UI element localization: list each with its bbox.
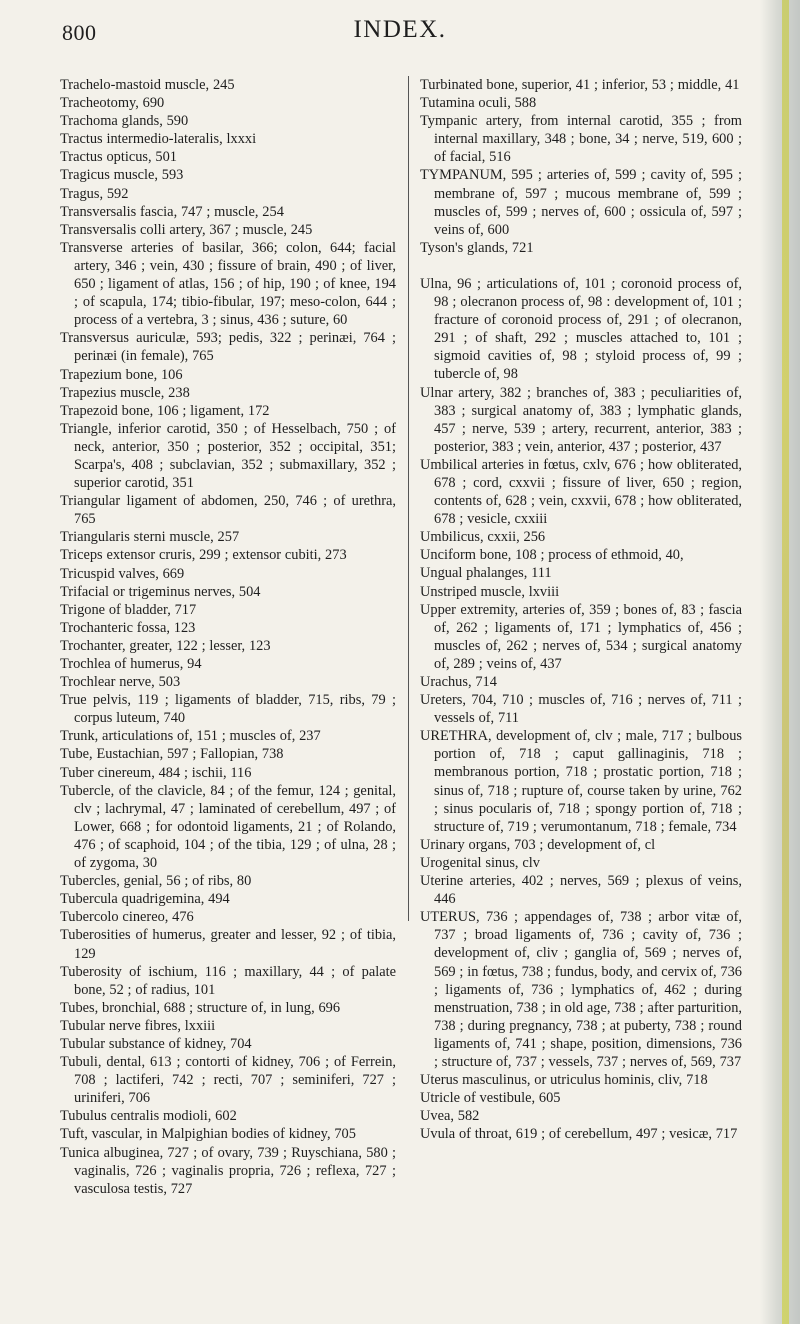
index-entry: Tympanic artery, from internal carotid, 355 ; from internal maxillary, 348 ; bone, 34 ; nerve, 519, 600 ; of facial, 516 bbox=[420, 113, 742, 166]
index-entry: Uterus masculinus, or utriculus hominis, cliv, 718 bbox=[420, 1072, 708, 1089]
index-entry: Ureters, 704, 710 ; muscles of, 716 ; nerves of, 711 ; vessels of, 711 bbox=[420, 692, 742, 727]
right-column bbox=[420, 76, 742, 1312]
index-entry: Trunk, articulations of, 151 ; muscles of, 237 bbox=[60, 728, 321, 745]
index-entry: Tuberosities of humerus, greater and lesser, 92 ; of tibia, 129 bbox=[60, 927, 396, 962]
index-entry: Ungual phalanges, 111 bbox=[420, 565, 552, 582]
index-entry: Uvula of throat, 619 ; of cerebellum, 497 ; vesicæ, 717 bbox=[420, 1126, 738, 1143]
index-entry: Tractus intermedio-lateralis, lxxxi bbox=[60, 131, 257, 148]
index-entry: Tuber cinereum, 484 ; ischii, 116 bbox=[60, 764, 252, 781]
index-entry: Ulna, 96 ; articulations of, 101 ; coronoid process of, 98 ; olecranon process of, 98 : development of, 101 ; fracture of coronoid process of, 291 ; of olecranon, 291 ; of shaft, 292 ; muscles attached to, 101 ; sigmoid cavities of, 98 ; styloid process of, 99 ; tubercle of, 98 bbox=[420, 275, 742, 383]
index-entry: Trachoma glands, 590 bbox=[60, 113, 189, 130]
index-entry: Tubercles, genial, 56 ; of ribs, 80 bbox=[60, 873, 252, 890]
index-entry: Turbinated bone, superior, 41 ; inferior, 53 ; middle, 41 bbox=[420, 77, 740, 93]
index-entry: Urachus, 714 bbox=[420, 674, 497, 690]
index-entry: Urogenital sinus, clv bbox=[420, 854, 540, 871]
index-entry: Transversus auriculæ, 593; pedis, 322 ; perinæi, 764 ; perinæi (in female), 765 bbox=[60, 330, 396, 365]
index-columns bbox=[60, 76, 740, 1312]
page-number: 800 bbox=[62, 20, 97, 45]
index-entry: Umbilicus, cxxii, 256 bbox=[420, 529, 546, 546]
index-entry: UTERUS, 736 ; appendages of, 738 ; arbor vitæ of, 737 ; broad ligaments of, 736 ; cavity of, 736 ; development of, cliv ; ganglia of, 569 ; nerves of, 569 ; in fœtus, 738 ; fundus, body, and cervix of, 736 ; ligaments of, 736 ; lymphatics of, 462 ; during menstruation, 738 ; in old age, 738 ; after parturition, 738 ; during pregnancy, 738 ; at puberty, 738 ; round ligaments of, 741 ; shape, position, dimensions, 736 ; structure of, 737 ; vessels, 737 ; nerves of, 569, 737 bbox=[420, 909, 742, 1070]
index-entry: Tubular nerve fibres, lxxiii bbox=[60, 1017, 216, 1034]
index-entry: Tricuspid valves, 669 bbox=[60, 565, 185, 582]
index-entry: Transversalis fascia, 747 ; muscle, 254 bbox=[60, 203, 284, 220]
index-entry: Tubular substance of kidney, 704 bbox=[60, 1035, 252, 1052]
index-entry: Tuberosity of ischium, 116 ; maxillary, 44 ; of palate bone, 52 ; of radius, 101 bbox=[60, 963, 396, 998]
column-divider bbox=[408, 76, 409, 921]
index-entry: Trapezius muscle, 238 bbox=[60, 384, 190, 401]
index-entry: Triangularis sterni muscle, 257 bbox=[60, 529, 240, 546]
index-entry: Tutamina oculi, 588 bbox=[420, 95, 537, 112]
index-entry: Urinary organs, 703 ; development of, cl bbox=[420, 836, 656, 853]
index-entry: Trochlea of humerus, 94 bbox=[60, 656, 202, 672]
index-entry: Trifacial or trigeminus nerves, 504 bbox=[60, 583, 261, 600]
index-entry: True pelvis, 119 ; ligaments of bladder, 715, ribs, 79 ; corpus luteum, 740 bbox=[60, 692, 396, 727]
index-entry: Tubercle, of the clavicle, 84 ; of the femur, 124 ; genital, clv ; lachrymal, 47 ; laminated of cerebellum, 497 ; of Lower, 668 ; for odontoid ligaments, 21 ; of Rolando, 476 ; of scaphoid, 104 ; of the tibia, 129 ; of ulna, 28 ; of zygoma, 30 bbox=[60, 782, 396, 872]
index-entry: Transversalis colli artery, 367 ; muscle, 245 bbox=[60, 221, 313, 238]
index-entry: Trochanteric fossa, 123 bbox=[60, 619, 196, 636]
index-entry: Trapezium bone, 106 bbox=[60, 366, 183, 383]
index-entry: Tuft, vascular, in Malpighian bodies of kidney, 705 bbox=[60, 1126, 356, 1143]
index-entry: Trochlear nerve, 503 bbox=[60, 674, 181, 691]
index-entry: Trapezoid bone, 106 ; ligament, 172 bbox=[60, 402, 270, 419]
index-entry: URETHRA, development of, clv ; male, 717 ; bulbous portion of, 718 ; caput gallinaginis, 718 ; membranous portion, 718 ; prostatic portion, 718 ; sinus of, 718 ; rupture of, course taken by urine, 762 ; sinus pocularis of, 718 ; spongy portion of, 718 ; structure of, 719 ; verumontanum, 718 ; female, 734 bbox=[420, 728, 742, 835]
running-head: INDEX. bbox=[353, 16, 447, 43]
index-entry: Tubuli, dental, 613 ; contorti of kidney, 706 ; of Ferrein, 708 ; lactiferi, 742 ; recti, 707 ; seminiferi, 727 ; uriniferi, 706 bbox=[60, 1054, 396, 1107]
index-entry: Tragicus muscle, 593 bbox=[60, 167, 184, 184]
index-entry: Ulnar artery, 382 ; branches of, 383 ; peculiarities of, 383 ; surgical anatomy of, 383 ; lymphatic glands, 457 ; nerve, 539 ; artery, recurrent, anterior, 383 ; posterior, 383 ; vein, anterior, 437 ; posterior, 437 bbox=[420, 384, 742, 455]
left-column bbox=[60, 76, 396, 1312]
index-entry: Tubercula quadrigemina, 494 bbox=[60, 891, 230, 908]
index-entry: Tubercolo cinereo, 476 bbox=[60, 909, 194, 926]
index-entry: Tractus opticus, 501 bbox=[60, 149, 177, 166]
index-entry: Transverse arteries of basilar, 366; colon, 644; facial artery, 346 ; vein, 430 ; fissure of brain, 490 ; of liver, 650 ; ligament of atlas, 156 ; of hip, 190 ; of knee, 194 ; of scapula, 174; tibio-fibular, 197; meso-colon, 644 ; process of a vertebra, 3 ; sinus, 436 ; suture, 60 bbox=[60, 239, 396, 329]
index-entry: Tubes, bronchial, 688 ; structure of, in lung, 696 bbox=[60, 999, 341, 1016]
index-entry: Tyson's glands, 721 bbox=[420, 239, 534, 256]
index-entry: Trachelo-mastoid muscle, 245 bbox=[60, 77, 235, 93]
index-entry: Trochanter, greater, 122 ; lesser, 123 bbox=[60, 637, 271, 654]
index-entry: Utricle of vestibule, 605 bbox=[420, 1090, 561, 1107]
index-entry: Triangle, inferior carotid, 350 ; of Hesselbach, 750 ; of neck, anterior, 350 ; posterior, 352 ; occipital, 351; Scarpa's, 408 ; subclavian, 352 ; submaxillary, 352 ; superior carotid, 351 bbox=[60, 420, 396, 492]
index-entry: Umbilical arteries in fœtus, cxlv, 676 ; how obliterated, 678 ; cord, cxxvii ; fissure of liver, 650 ; region, contents of, 628 ; vein, cxxvii, 678 ; how obliterated, 678 ; vesicle, cxxiii bbox=[420, 456, 742, 528]
index-entry: Tube, Eustachian, 597 ; Fallopian, 738 bbox=[60, 746, 284, 763]
index-entry: Unstriped muscle, lxviii bbox=[420, 583, 560, 600]
index-entry: Triceps extensor cruris, 299 ; extensor cubiti, 273 bbox=[60, 547, 347, 564]
index-entry: Trigone of bladder, 717 bbox=[60, 601, 197, 618]
index-entry: Unciform bone, 108 ; process of ethmoid, 40, bbox=[420, 547, 684, 564]
index-entry: Uvea, 582 bbox=[420, 1108, 480, 1125]
index-entry: Uterine arteries, 402 ; nerves, 569 ; plexus of veins, 446 bbox=[420, 873, 742, 908]
index-entry: Tubulus centralis modioli, 602 bbox=[60, 1108, 237, 1125]
index-entry: Tracheotomy, 690 bbox=[60, 95, 165, 112]
index-entry: Upper extremity, arteries of, 359 ; bones of, 83 ; fascia of, 262 ; ligaments of, 171 ; lymphatics of, 456 ; muscles of, 262 ; nerves of, 534 ; surgical anatomy of, 289 ; veins of, 437 bbox=[420, 601, 742, 672]
index-entry: Triangular ligament of abdomen, 250, 746 ; of urethra, 765 bbox=[60, 493, 396, 528]
index-entry: Tunica albuginea, 727 ; of ovary, 739 ; Ruyschiana, 580 ; vaginalis, 726 ; vaginalis propria, 726 ; reflexa, 727 ; vasculosa testis, 727 bbox=[60, 1144, 396, 1197]
index-entry: TYMPANUM, 595 ; arteries of, 599 ; cavity of, 595 ; membrane of, 597 ; mucous membrane of, 599 ; muscles of, 599 ; nerves of, 600 ; ossicula of, 597 ; veins of, 600 bbox=[420, 167, 742, 238]
index-entry: Tragus, 592 bbox=[60, 185, 129, 202]
page-binding-edge bbox=[760, 0, 800, 1324]
